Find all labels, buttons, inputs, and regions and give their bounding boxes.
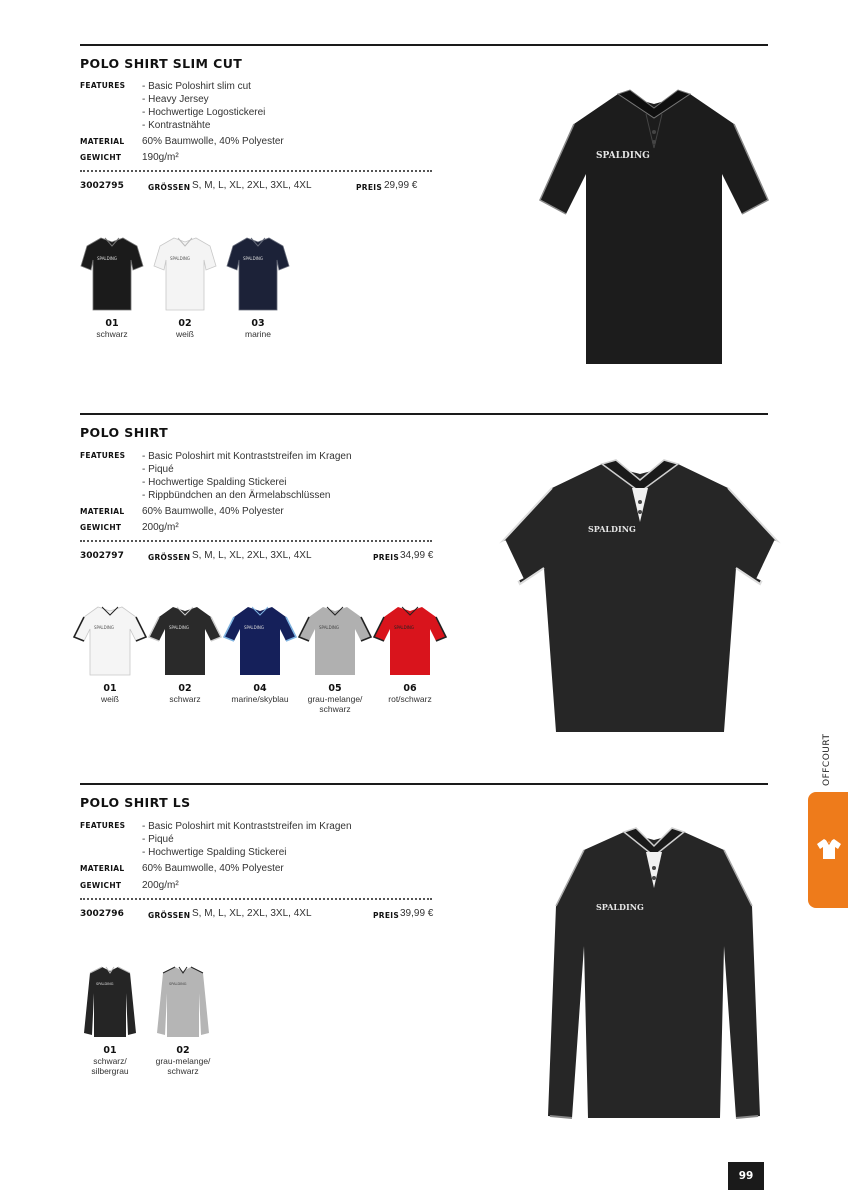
color-swatch[interactable]	[218, 234, 298, 339]
dotted-divider	[80, 170, 432, 172]
color-code: 06	[403, 683, 417, 694]
polo-thumbnail-icon	[147, 603, 223, 677]
price-label: PREIS	[356, 183, 383, 192]
feature-item: - Hochwertige Logostickerei	[142, 107, 266, 118]
features-list	[142, 80, 265, 132]
features-list	[142, 820, 352, 859]
color-swatch[interactable]	[370, 603, 450, 704]
color-code: 01	[103, 683, 117, 694]
svg-text:SPALDING: SPALDING	[169, 982, 187, 986]
color-swatch[interactable]	[145, 603, 225, 704]
article-number: 3002795	[80, 181, 124, 191]
side-tab-label	[818, 733, 838, 788]
svg-text:SPALDING: SPALDING	[244, 625, 265, 630]
color-name: schwarz	[96, 329, 128, 339]
svg-text:SPALDING: SPALDING	[394, 625, 415, 630]
section-divider	[80, 44, 768, 46]
weight-value: 200g/m²	[142, 880, 179, 891]
color-code: 03	[251, 318, 265, 329]
sizes-label: GRÖSSEN	[148, 553, 191, 562]
feature-item: - Heavy Jersey	[142, 94, 209, 105]
feature-item: - Piqué	[142, 464, 174, 475]
dotted-divider	[80, 540, 432, 542]
price-value: 29,99 €	[384, 180, 418, 191]
material-value: 60% Baumwolle, 40% Polyester	[142, 863, 284, 874]
feature-item: - Basic Poloshirt mit Kontraststreifen im Kragen	[142, 821, 352, 832]
feature-item: - Hochwertige Spalding Stickerei	[142, 477, 287, 488]
color-name: marine/skyblau	[231, 694, 289, 704]
section-divider	[80, 783, 768, 785]
sizes-value: S, M, L, XL, 2XL, 3XL, 4XL	[192, 550, 312, 561]
price-value: 34,99 €	[400, 550, 434, 561]
color-code: 02	[178, 318, 192, 329]
color-swatch[interactable]	[145, 234, 225, 339]
feature-item: - Rippbündchen an den Ärmelabschlüssen	[142, 490, 331, 501]
features-label: FEATURES	[80, 81, 126, 90]
color-name: grau-melange/ schwarz	[155, 1056, 211, 1076]
svg-text:SPALDING: SPALDING	[596, 902, 644, 912]
color-code: 01	[105, 318, 119, 329]
polo-slim-cut-product-image	[538, 88, 770, 370]
section-divider	[80, 413, 768, 415]
polo-shirt-ls-product-image	[546, 826, 762, 1122]
article-number: 3002796	[80, 909, 124, 919]
polo-thumbnail-icon	[297, 603, 373, 677]
feature-item: - Hochwertige Spalding Stickerei	[142, 847, 287, 858]
sizes-label: GRÖSSEN	[148, 183, 191, 192]
shirt-icon	[816, 838, 842, 860]
color-name: marine	[245, 329, 271, 339]
polo-thumbnail-icon	[372, 603, 448, 677]
color-swatch[interactable]	[220, 603, 300, 704]
polo-thumbnail-icon	[222, 603, 298, 677]
feature-item: - Basic Poloshirt slim cut	[142, 81, 251, 92]
features-list	[142, 450, 352, 502]
features-label: FEATURES	[80, 451, 126, 460]
sizes-label: GRÖSSEN	[148, 911, 191, 920]
polo-thumbnail-icon	[72, 603, 148, 677]
color-code: 04	[253, 683, 267, 694]
color-name: rot/schwarz	[388, 694, 432, 704]
polo-thumbnail-icon	[152, 234, 218, 312]
color-name: schwarz	[169, 694, 201, 704]
weight-value: 200g/m²	[142, 522, 179, 533]
price-label: PREIS	[373, 553, 400, 562]
color-name: weiß	[176, 329, 194, 339]
product-title: POLO SHIRT SLIM CUT	[80, 56, 243, 71]
svg-text:SPALDING: SPALDING	[94, 625, 115, 630]
polo-thumbnail-icon	[225, 234, 291, 312]
page-number: 99	[728, 1162, 764, 1190]
svg-text:SPALDING: SPALDING	[96, 982, 114, 986]
offcourt-tab[interactable]	[808, 792, 848, 908]
material-value: 60% Baumwolle, 40% Polyester	[142, 506, 284, 517]
color-swatch[interactable]	[295, 603, 375, 714]
color-code: 05	[328, 683, 342, 694]
svg-text:SPALDING: SPALDING	[243, 256, 264, 261]
material-label: MATERIAL	[80, 507, 125, 516]
polo-ls-thumbnail-icon	[155, 963, 211, 1039]
feature-item: - Basic Poloshirt mit Kontraststreifen im Kragen	[142, 451, 352, 462]
material-label: MATERIAL	[80, 137, 125, 146]
svg-text:SPALDING: SPALDING	[596, 151, 650, 161]
price-label: PREIS	[373, 911, 400, 920]
features-label: FEATURES	[80, 821, 126, 830]
svg-text:SPALDING: SPALDING	[588, 524, 636, 534]
color-name: weiß	[101, 694, 119, 704]
color-swatch[interactable]	[143, 963, 223, 1076]
material-label: MATERIAL	[80, 864, 125, 873]
feature-item: - Kontrastnähte	[142, 120, 211, 131]
material-value: 60% Baumwolle, 40% Polyester	[142, 136, 284, 147]
polo-thumbnail-icon	[79, 234, 145, 312]
weight-label: GEWICHT	[80, 881, 122, 890]
polo-ls-thumbnail-icon	[82, 963, 138, 1039]
price-value: 39,99 €	[400, 908, 434, 919]
weight-label: GEWICHT	[80, 523, 122, 532]
polo-shirt-product-image	[498, 458, 782, 738]
color-code: 02	[178, 683, 192, 694]
svg-text:SPALDING: SPALDING	[97, 256, 118, 261]
color-code: 02	[176, 1045, 190, 1056]
side-tab-text: OFFCOURT	[822, 733, 832, 786]
feature-item: - Piqué	[142, 834, 174, 845]
color-swatch[interactable]	[70, 963, 150, 1076]
article-number: 3002797	[80, 551, 124, 561]
dotted-divider	[80, 898, 432, 900]
color-swatch[interactable]	[72, 234, 152, 339]
weight-value: 190g/m²	[142, 152, 179, 163]
weight-label: GEWICHT	[80, 153, 122, 162]
svg-text:SPALDING: SPALDING	[319, 625, 340, 630]
svg-text:SPALDING: SPALDING	[170, 256, 191, 261]
product-title: POLO SHIRT LS	[80, 795, 191, 810]
svg-text:SPALDING: SPALDING	[169, 625, 190, 630]
color-code: 01	[103, 1045, 117, 1056]
sizes-value: S, M, L, XL, 2XL, 3XL, 4XL	[192, 180, 312, 191]
sizes-value: S, M, L, XL, 2XL, 3XL, 4XL	[192, 908, 312, 919]
color-swatch[interactable]	[70, 603, 150, 704]
color-name: schwarz/ silbergrau	[91, 1056, 129, 1076]
color-name: grau-melange/ schwarz	[307, 694, 363, 714]
product-title: POLO SHIRT	[80, 425, 168, 440]
